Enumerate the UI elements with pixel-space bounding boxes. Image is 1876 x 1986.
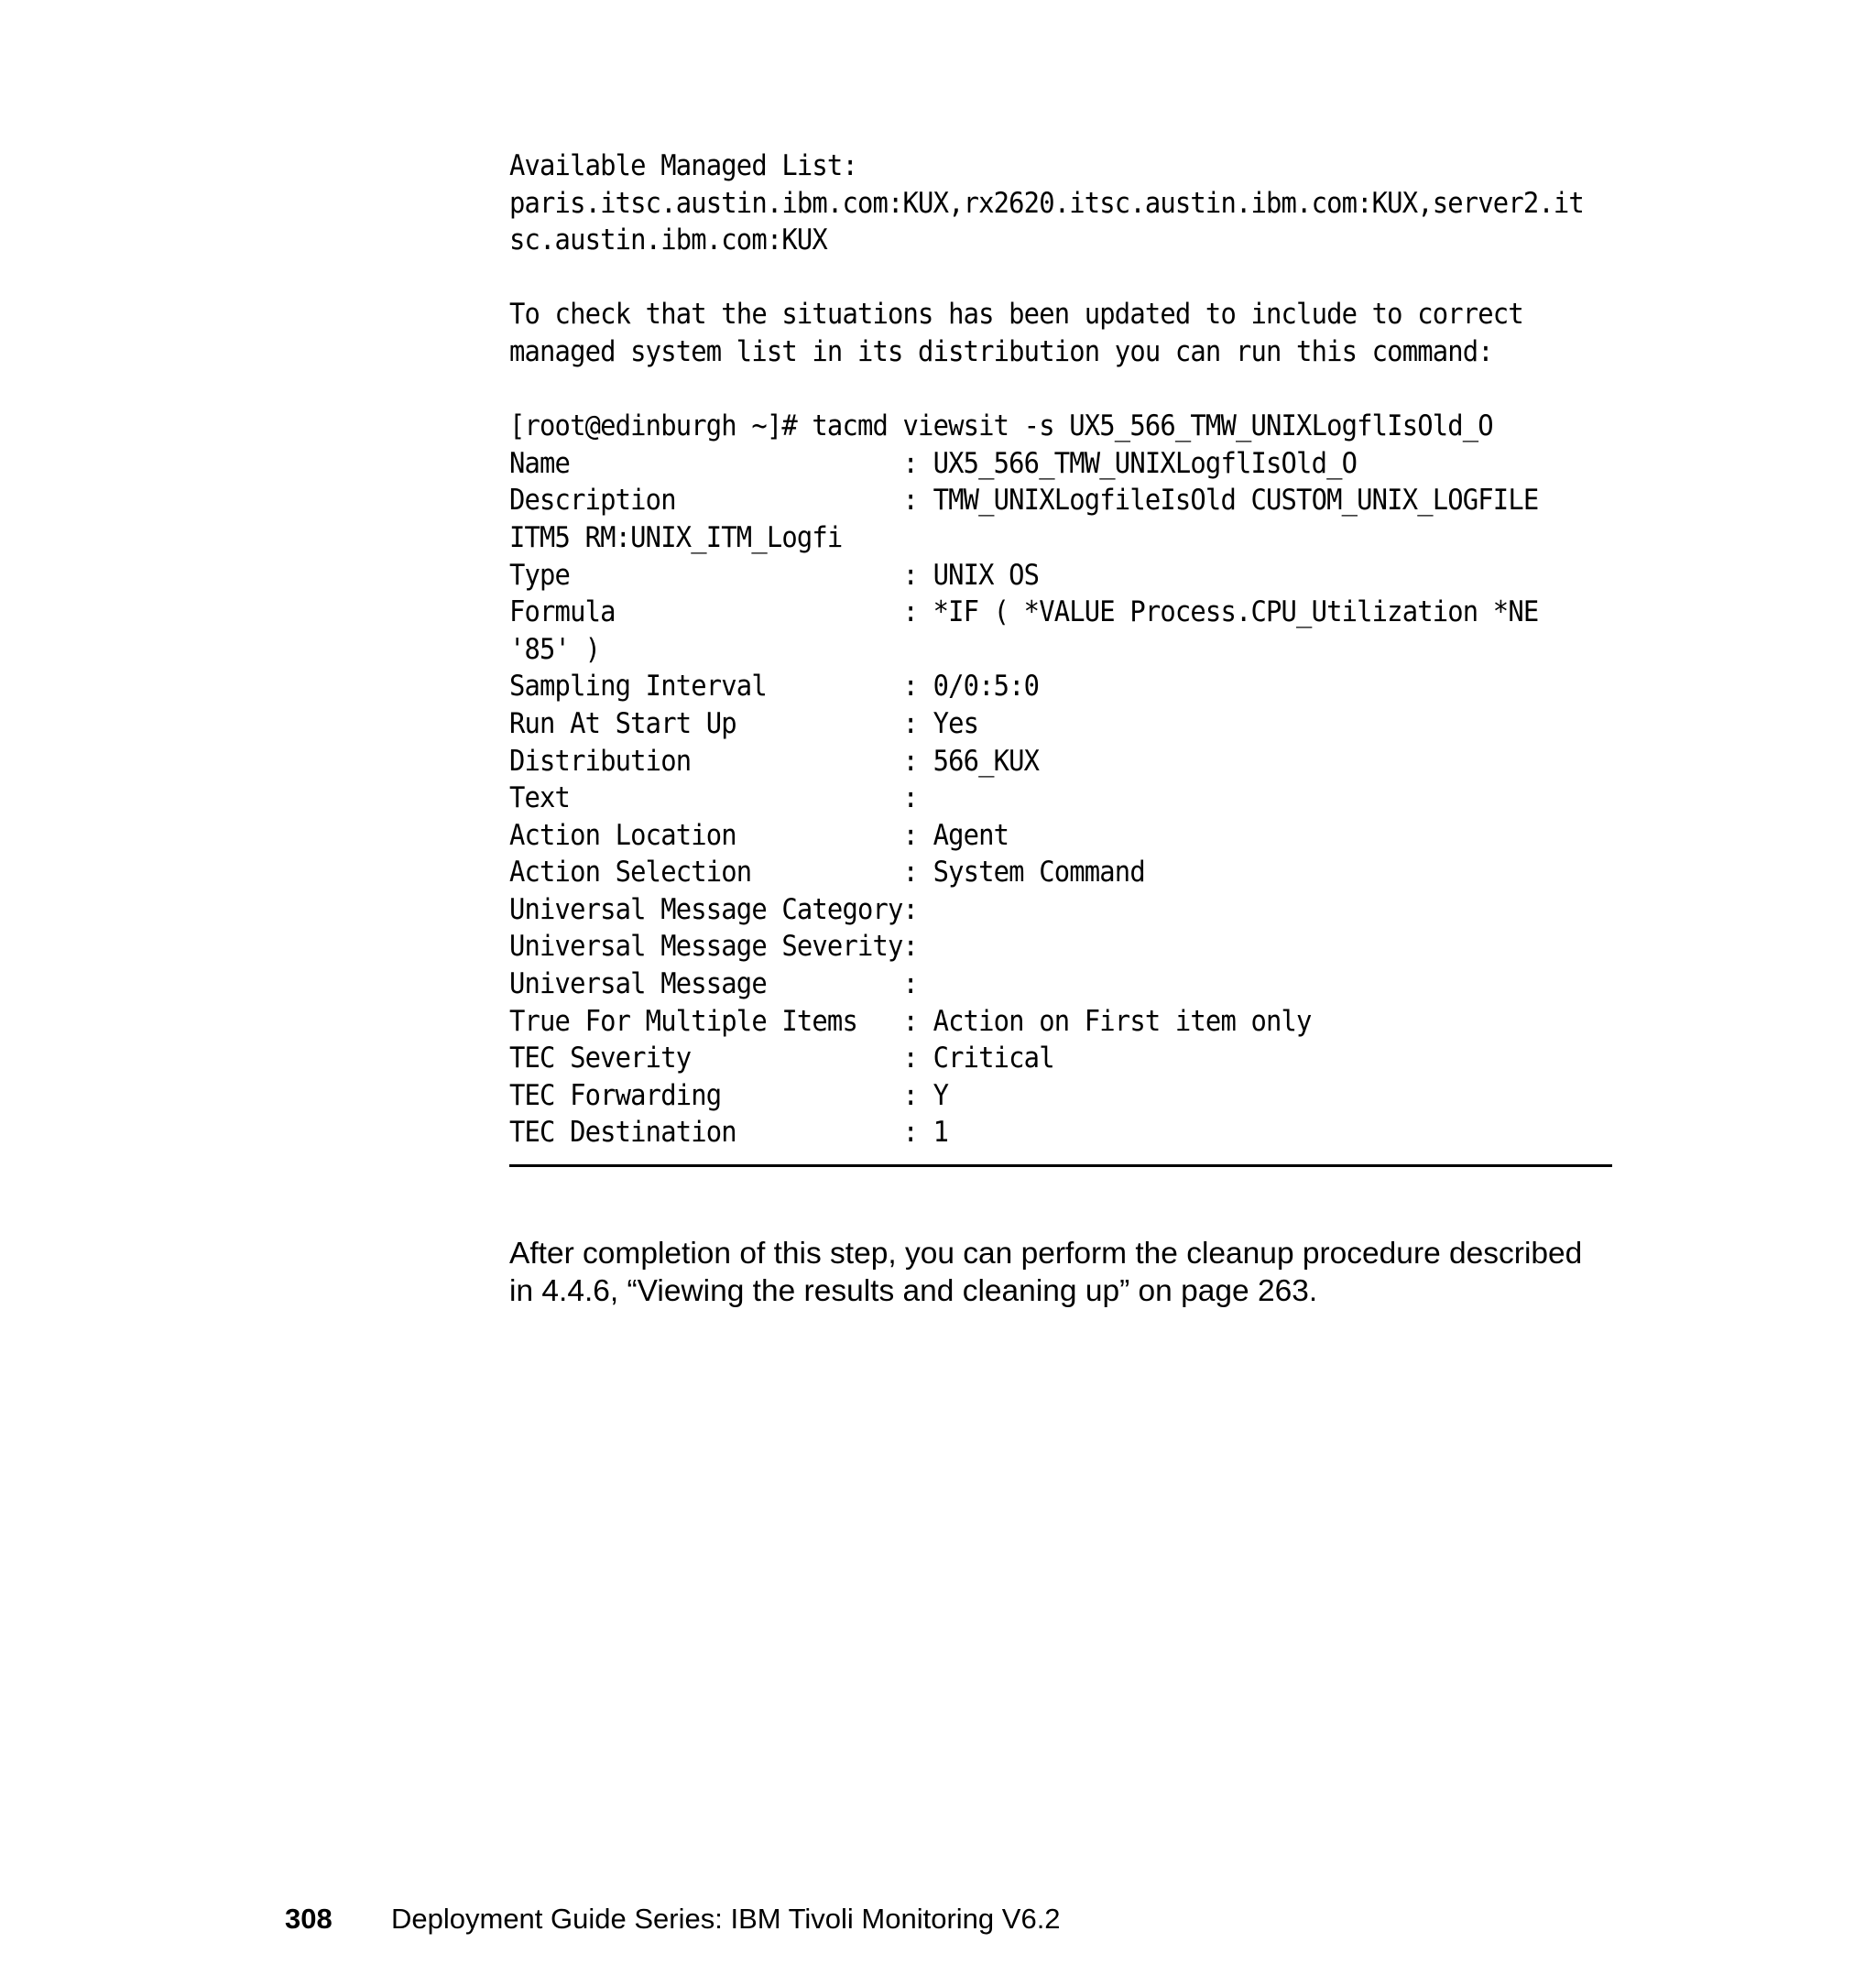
code-line: Available Managed List: bbox=[509, 149, 857, 182]
page-footer bbox=[285, 1902, 1061, 1937]
code-line: Action Selection : System Command bbox=[509, 856, 1145, 889]
code-line: Universal Message Category: bbox=[509, 892, 919, 926]
code-line: TEC Destination : 1 bbox=[509, 1116, 949, 1150]
code-line bbox=[509, 371, 1535, 409]
code-line: Universal Message Severity: bbox=[509, 930, 919, 964]
code-line: Sampling Interval : 0/0:5:0 bbox=[509, 670, 1040, 704]
book-title: Deployment Guide Series: IBM Tivoli Monitoring V6.2 bbox=[391, 1903, 1061, 1935]
code-line: Description : TMW_UNIXLogfileIsOld CUSTOM_UNIX_LOGFILE bbox=[509, 484, 1539, 518]
code-line: TEC Severity : Critical bbox=[509, 1042, 1054, 1075]
code-line: Run At Start Up : Yes bbox=[509, 706, 979, 740]
code-line: TEC Forwarding : Y bbox=[509, 1078, 949, 1112]
code-line: managed system list in its distribution you can run this command: bbox=[509, 334, 1493, 368]
code-line: Action Location : Agent bbox=[509, 818, 1009, 852]
code-line: Distribution : 566_KUX bbox=[509, 744, 1040, 778]
code-line: True For Multiple Items : Action on First item only bbox=[509, 1004, 1312, 1038]
code-line: ITM5 RM:UNIX_ITM_Logfi bbox=[509, 520, 843, 554]
section-divider bbox=[509, 1164, 1612, 1167]
code-line: Type : UNIX OS bbox=[509, 558, 1040, 592]
code-line: sc.austin.ibm.com:KUX bbox=[509, 224, 827, 257]
code-line: To check that the situations has been updated to include to correct bbox=[509, 298, 1523, 332]
code-line: '85' ) bbox=[509, 632, 601, 666]
page-number: 308 bbox=[285, 1903, 333, 1935]
code-line: Universal Message : bbox=[509, 967, 919, 1001]
command-line: [root@edinburgh ~]# tacmd viewsit -s UX5_566_TMW_UNIXLogflIsOld_O bbox=[509, 409, 1493, 443]
code-line: Formula : *IF ( *VALUE Process.CPU_Utilization *NE bbox=[509, 595, 1539, 629]
code-line: Name : UX5_566_TMW_UNIXLogflIsOld_O bbox=[509, 446, 1358, 480]
code-line: Text : bbox=[509, 781, 919, 815]
code-line bbox=[509, 259, 1535, 297]
code-line: paris.itsc.austin.ibm.com:KUX,rx2620.itsc.austin.ibm.com:KUX,server2.it bbox=[509, 186, 1584, 220]
code-listing bbox=[509, 147, 1612, 1151]
body-paragraph: After completion of this step, you can perform the cleanup procedure described in 4.4.6, “Viewing the results and cleaning up” on page 263. bbox=[509, 1236, 1583, 1308]
